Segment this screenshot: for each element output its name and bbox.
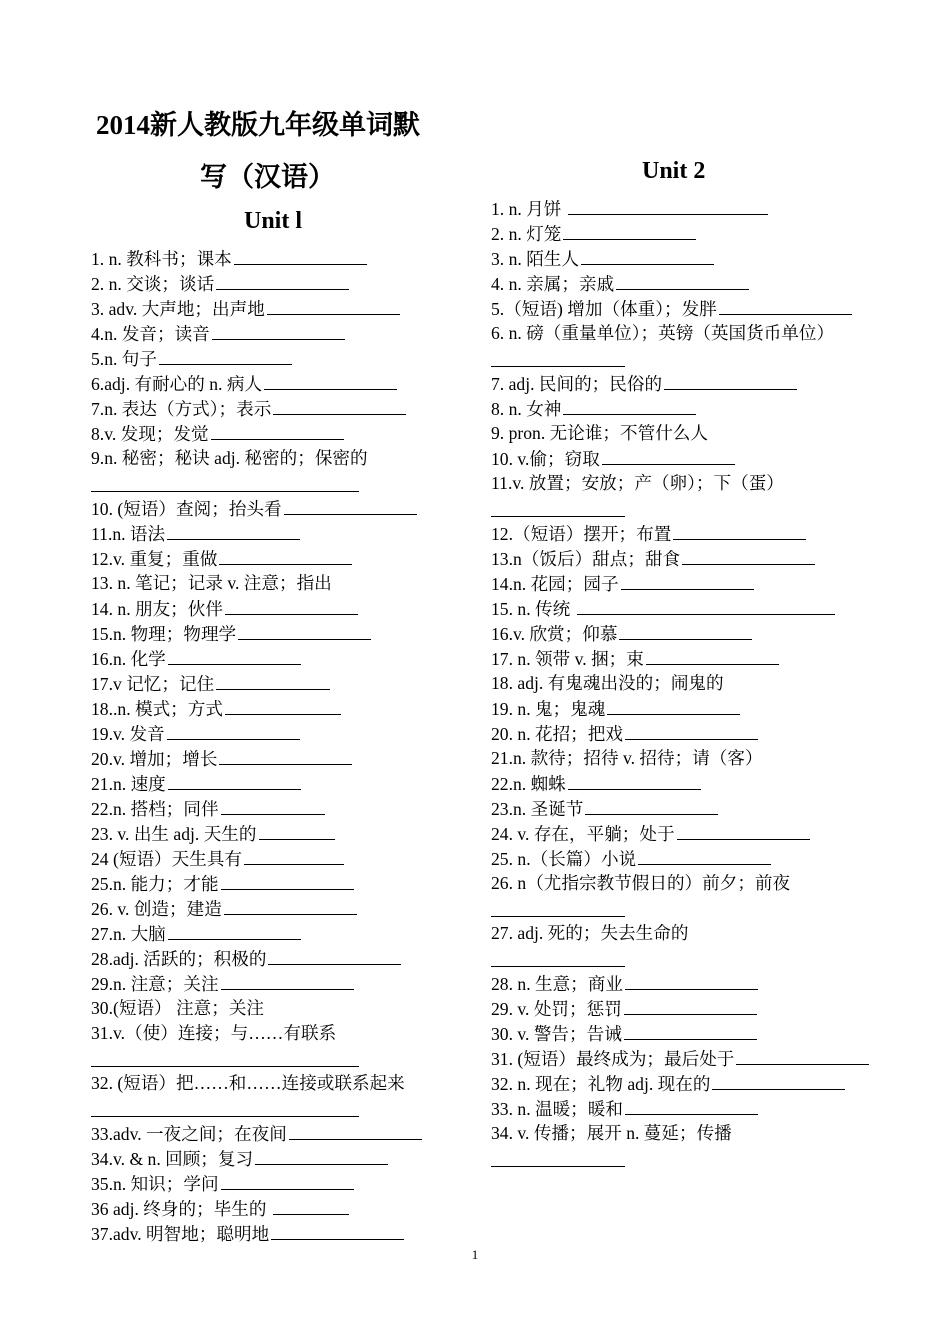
vocab-item-text: 16.n. 化学 [91, 649, 166, 669]
vocab-item [491, 821, 871, 846]
vocab-item [491, 196, 871, 221]
answer-blank[interactable] [238, 621, 371, 640]
vocab-item [491, 1096, 871, 1121]
vocab-item-text: 13. n. 笔记；记录 v. 注意；指出 [91, 573, 332, 593]
vocab-item [491, 1071, 871, 1096]
vocab-item [91, 721, 451, 746]
vocab-item [91, 696, 451, 721]
answer-blank[interactable] [219, 746, 352, 765]
vocab-item-text: 19. n. 鬼；鬼魂 [491, 699, 606, 719]
vocab-item-text: 23.n. 圣诞节 [491, 799, 584, 819]
answer-blank[interactable] [602, 446, 735, 465]
vocab-item-text: 34. v. 传播；展开 n. 蔓延；传播 [491, 1123, 732, 1143]
answer-blank[interactable] [616, 271, 749, 290]
vocab-item [491, 1021, 871, 1046]
vocab-item [491, 571, 871, 596]
vocab-item-text: 6. n. 磅（重量单位）；英镑（英国货币单位） [491, 323, 835, 343]
vocab-item-text: 25. n.（长篇）小说 [491, 849, 637, 869]
answer-blank[interactable] [91, 1096, 359, 1117]
answer-blank[interactable] [221, 796, 325, 815]
vocab-item-text: 5.n. 句子 [91, 349, 157, 369]
vocab-item [91, 1196, 451, 1221]
vocab-item-text: 1. n. 教科书；课本 [91, 249, 232, 269]
vocab-item-text: 30.(短语） 注意；关注 [91, 998, 265, 1018]
vocab-item-text: 15.n. 物理；物理学 [91, 624, 237, 644]
vocab-item [91, 496, 451, 521]
answer-blank[interactable] [736, 1046, 869, 1065]
answer-blank[interactable] [221, 871, 354, 890]
answer-blank[interactable] [563, 396, 696, 415]
vocab-item [491, 1121, 871, 1171]
vocab-item [91, 521, 451, 546]
vocab-item [91, 246, 451, 271]
vocab-item [491, 871, 871, 921]
vocab-item [91, 1221, 451, 1246]
vocab-item [491, 321, 871, 371]
vocab-item [91, 971, 451, 996]
vocab-item-text: 11.v. 放置；安放；产（卵）；下（蛋） [491, 473, 784, 493]
vocab-item [491, 721, 871, 746]
vocab-item [91, 396, 451, 421]
answer-blank[interactable] [712, 1071, 845, 1090]
vocab-item [491, 746, 871, 771]
vocab-item [91, 746, 451, 771]
vocab-item-text: 26. v. 创造；建造 [91, 899, 222, 919]
vocab-item-text: 23. v. 出生 adj. 天生的 [91, 824, 257, 844]
answer-blank[interactable] [224, 896, 357, 915]
vocab-item-text: 3. adv. 大声地；出声地 [91, 299, 265, 319]
answer-blank[interactable] [234, 246, 367, 265]
answer-blank[interactable] [91, 471, 359, 492]
vocab-item-text: 21.n. 速度 [91, 774, 166, 794]
answer-blank[interactable] [273, 1196, 349, 1215]
vocab-item [91, 946, 451, 971]
vocab-item [91, 846, 451, 871]
answer-blank[interactable] [625, 971, 758, 990]
vocab-item [91, 1071, 451, 1121]
vocab-item-text: 10. (短语）查阅；抬头看 [91, 499, 282, 519]
answer-blank[interactable] [91, 1046, 359, 1067]
vocab-item-text: 24. v. 存在，平躺；处于 [491, 824, 675, 844]
answer-blank[interactable] [168, 921, 301, 940]
vocab-item [91, 1171, 451, 1196]
vocab-item [91, 1021, 451, 1071]
answer-blank[interactable] [219, 546, 352, 565]
vocab-item [491, 621, 871, 646]
vocab-item-text: 2. n. 灯笼 [491, 224, 562, 244]
answer-blank[interactable] [646, 646, 779, 665]
vocab-item-text: 7. adj. 民间的；民俗的 [491, 374, 663, 394]
answer-blank[interactable] [221, 1171, 354, 1190]
vocab-item [491, 796, 871, 821]
vocab-item [491, 546, 871, 571]
answer-blank[interactable] [159, 346, 292, 365]
answer-blank[interactable] [581, 246, 714, 265]
answer-blank[interactable] [284, 496, 417, 515]
answer-blank[interactable] [244, 846, 344, 865]
vocab-item-text: 33.adv. 一夜之间；在夜间 [91, 1124, 287, 1144]
answer-blank[interactable] [568, 196, 768, 215]
vocab-item-text: 7.n. 表达（方式）；表示 [91, 399, 272, 419]
vocab-item [491, 471, 871, 521]
unit1-heading: Unit l [244, 208, 303, 234]
vocab-item [491, 771, 871, 796]
vocab-item-text: 18..n. 模式；方式 [91, 699, 223, 719]
vocab-item-text: 34.v. & n. 回顾；复习 [91, 1149, 254, 1169]
answer-blank[interactable] [625, 1096, 758, 1115]
vocab-item-text: 25.n. 能力；才能 [91, 874, 219, 894]
vocab-item-text: 4. n. 亲属；亲戚 [491, 274, 615, 294]
answer-blank[interactable] [568, 771, 701, 790]
answer-blank[interactable] [225, 596, 358, 615]
vocab-item-text: 17. n. 领带 v. 捆；束 [491, 649, 644, 669]
vocab-item [91, 346, 451, 371]
vocab-item [91, 896, 451, 921]
vocab-item [91, 321, 451, 346]
vocab-item [91, 996, 451, 1021]
vocab-item-text: 22.n. 蜘蛛 [491, 774, 566, 794]
answer-blank[interactable] [271, 1221, 404, 1240]
answer-blank[interactable] [168, 646, 301, 665]
vocab-item [491, 846, 871, 871]
answer-blank[interactable] [255, 1146, 388, 1165]
vocab-item [491, 646, 871, 671]
vocab-item-text: 9. pron. 无论谁；不管什么人 [491, 423, 708, 443]
answer-blank[interactable] [585, 796, 718, 815]
answer-blank[interactable] [619, 621, 752, 640]
vocab-item-text: 13.n（饭后）甜点；甜食 [491, 549, 681, 569]
vocab-item [491, 246, 871, 271]
vocab-item [91, 621, 451, 646]
vocab-item-text: 30. v. 警告；告诫 [491, 1024, 622, 1044]
unit1-vocab-list [91, 246, 451, 1246]
title-line-2: 写（汉语） [200, 162, 335, 192]
vocab-item-text: 27.n. 大脑 [91, 924, 166, 944]
vocab-item-text: 3. n. 陌生人 [491, 249, 579, 269]
vocab-item-text: 12.v. 重复；重做 [91, 549, 218, 569]
answer-blank[interactable] [268, 946, 401, 965]
vocab-item-text: 31.v.（使）连接；与……有联系 [91, 1023, 337, 1043]
vocab-item [491, 696, 871, 721]
answer-blank[interactable] [624, 996, 757, 1015]
answer-blank[interactable] [621, 571, 754, 590]
vocab-item-text: 28. n. 生意；商业 [491, 974, 623, 994]
answer-blank[interactable] [216, 671, 330, 690]
vocab-item [491, 921, 871, 971]
vocab-item [491, 421, 871, 446]
vocab-item-text: 36 adj. 终身的；毕生的 [91, 1199, 271, 1219]
vocab-item-text: 18. adj. 有鬼魂出没的；闹鬼的 [491, 673, 724, 693]
answer-blank[interactable] [167, 721, 300, 740]
vocab-item [491, 596, 871, 621]
vocab-item [91, 1121, 451, 1146]
answer-blank[interactable] [673, 521, 806, 540]
vocab-item [491, 996, 871, 1021]
vocab-item-text: 19.v. 发音 [91, 724, 165, 744]
answer-blank[interactable] [491, 896, 625, 917]
vocab-item [91, 271, 451, 296]
vocab-item [91, 546, 451, 571]
answer-blank[interactable] [491, 1146, 625, 1167]
answer-blank[interactable] [259, 821, 335, 840]
title-line-1: 2014新人教版九年级单词默 [96, 110, 420, 140]
answer-blank[interactable] [638, 846, 771, 865]
vocab-item-text: 37.adv. 明智地；聪明地 [91, 1224, 270, 1244]
vocab-item [491, 296, 871, 321]
answer-blank[interactable] [273, 396, 406, 415]
answer-blank[interactable] [682, 546, 815, 565]
vocab-item [91, 646, 451, 671]
vocab-item-text: 32. (短语）把……和……连接或联系起来 [91, 1073, 405, 1093]
vocab-item-text: 27. adj. 死的；失去生命的 [491, 923, 689, 943]
vocab-item-text: 11.n. 语法 [91, 524, 166, 544]
vocab-item [91, 821, 451, 846]
vocab-item [491, 371, 871, 396]
answer-blank[interactable] [607, 696, 740, 715]
vocab-item-text: 4.n. 发音；读音 [91, 324, 210, 344]
vocab-item-text: 33. n. 温暖；暖和 [491, 1099, 623, 1119]
vocab-item [491, 971, 871, 996]
vocab-item [491, 271, 871, 296]
answer-blank[interactable] [563, 221, 696, 240]
answer-blank[interactable] [267, 296, 400, 315]
vocab-item-text: 28.adj. 活跃的；积极的 [91, 949, 267, 969]
vocab-item-text: 22.n. 搭档；同伴 [91, 799, 219, 819]
vocab-item [91, 571, 451, 596]
answer-blank[interactable] [167, 521, 300, 540]
page-number: 1 [471, 1247, 479, 1262]
vocab-item [491, 396, 871, 421]
vocab-item-text: 8.v. 发现；发觉 [91, 424, 209, 444]
vocab-item-text: 21.n. 款待；招待 v. 招待；请（客） [491, 748, 763, 768]
answer-blank[interactable] [625, 721, 758, 740]
vocab-item [91, 1146, 451, 1171]
vocab-item-text: 6.adj. 有耐心的 n. 病人 [91, 374, 263, 394]
answer-blank[interactable] [168, 771, 301, 790]
vocab-item [91, 671, 451, 696]
vocab-item-text: 14.n. 花园；园子 [491, 574, 619, 594]
answer-blank[interactable] [289, 1121, 422, 1140]
answer-blank[interactable] [677, 821, 810, 840]
vocab-item [91, 371, 451, 396]
vocab-item-text: 15. n. 传统 [491, 599, 575, 619]
vocab-item [91, 921, 451, 946]
vocab-item [491, 671, 871, 696]
vocab-item-text: 9.n. 秘密；秘诀 adj. 秘密的；保密的 [91, 448, 368, 468]
unit2-vocab-list [491, 196, 871, 1171]
answer-blank[interactable] [221, 971, 354, 990]
vocab-item-text: 12.（短语）摆开；布置 [491, 524, 672, 544]
vocab-item-text: 14. n. 朋友；伙伴 [91, 599, 223, 619]
answer-blank[interactable] [216, 271, 349, 290]
vocab-item-text: 20. n. 花招；把戏 [491, 724, 623, 744]
answer-blank[interactable] [225, 696, 341, 715]
vocab-item [491, 521, 871, 546]
vocab-item [91, 446, 451, 496]
vocab-item-text: 32. n. 现在；礼物 adj. 现在的 [491, 1074, 711, 1094]
vocab-item [91, 596, 451, 621]
answer-blank[interactable] [624, 1021, 757, 1040]
vocab-item-text: 10. v.偷；窃取 [491, 449, 600, 469]
vocab-item [91, 296, 451, 321]
vocab-item [91, 796, 451, 821]
vocab-item-text: 31. (短语）最终成为；最后处于 [491, 1049, 735, 1069]
vocab-item [491, 221, 871, 246]
vocab-item-text: 20.v. 增加；增长 [91, 749, 218, 769]
answer-blank[interactable] [719, 296, 852, 315]
answer-blank[interactable] [212, 321, 345, 340]
answer-blank[interactable] [491, 346, 625, 367]
vocab-item [91, 771, 451, 796]
answer-blank[interactable] [211, 421, 344, 440]
vocab-item-text: 1. n. 月饼 [491, 199, 566, 219]
vocab-item-text: 29.n. 注意；关注 [91, 974, 219, 994]
document-title [96, 101, 456, 201]
vocab-item-text: 2. n. 交谈；谈话 [91, 274, 215, 294]
vocab-item-text: 8. n. 女神 [491, 399, 562, 419]
vocab-item-text: 35.n. 知识；学问 [91, 1174, 219, 1194]
vocab-item [491, 446, 871, 471]
answer-blank[interactable] [577, 596, 835, 615]
vocab-item [91, 871, 451, 896]
vocab-item-text: 24 (短语）天生具有 [91, 849, 243, 869]
unit2-heading: Unit 2 [642, 158, 706, 184]
vocab-item-text: 5.（短语) 增加（体重）；发胖 [491, 299, 717, 319]
vocab-item-text: 29. v. 处罚；惩罚 [491, 999, 622, 1019]
vocab-item [91, 421, 451, 446]
vocab-item-text: 26. n（尤指宗教节假日的）前夕；前夜 [491, 873, 791, 893]
vocab-item-text: 16.v. 欣赏；仰慕 [491, 624, 618, 644]
answer-blank[interactable] [491, 496, 625, 517]
answer-blank[interactable] [491, 946, 625, 967]
answer-blank[interactable] [664, 371, 797, 390]
answer-blank[interactable] [264, 371, 397, 390]
vocab-item [491, 1046, 871, 1071]
vocab-item-text: 17.v 记忆；记住 [91, 674, 215, 694]
